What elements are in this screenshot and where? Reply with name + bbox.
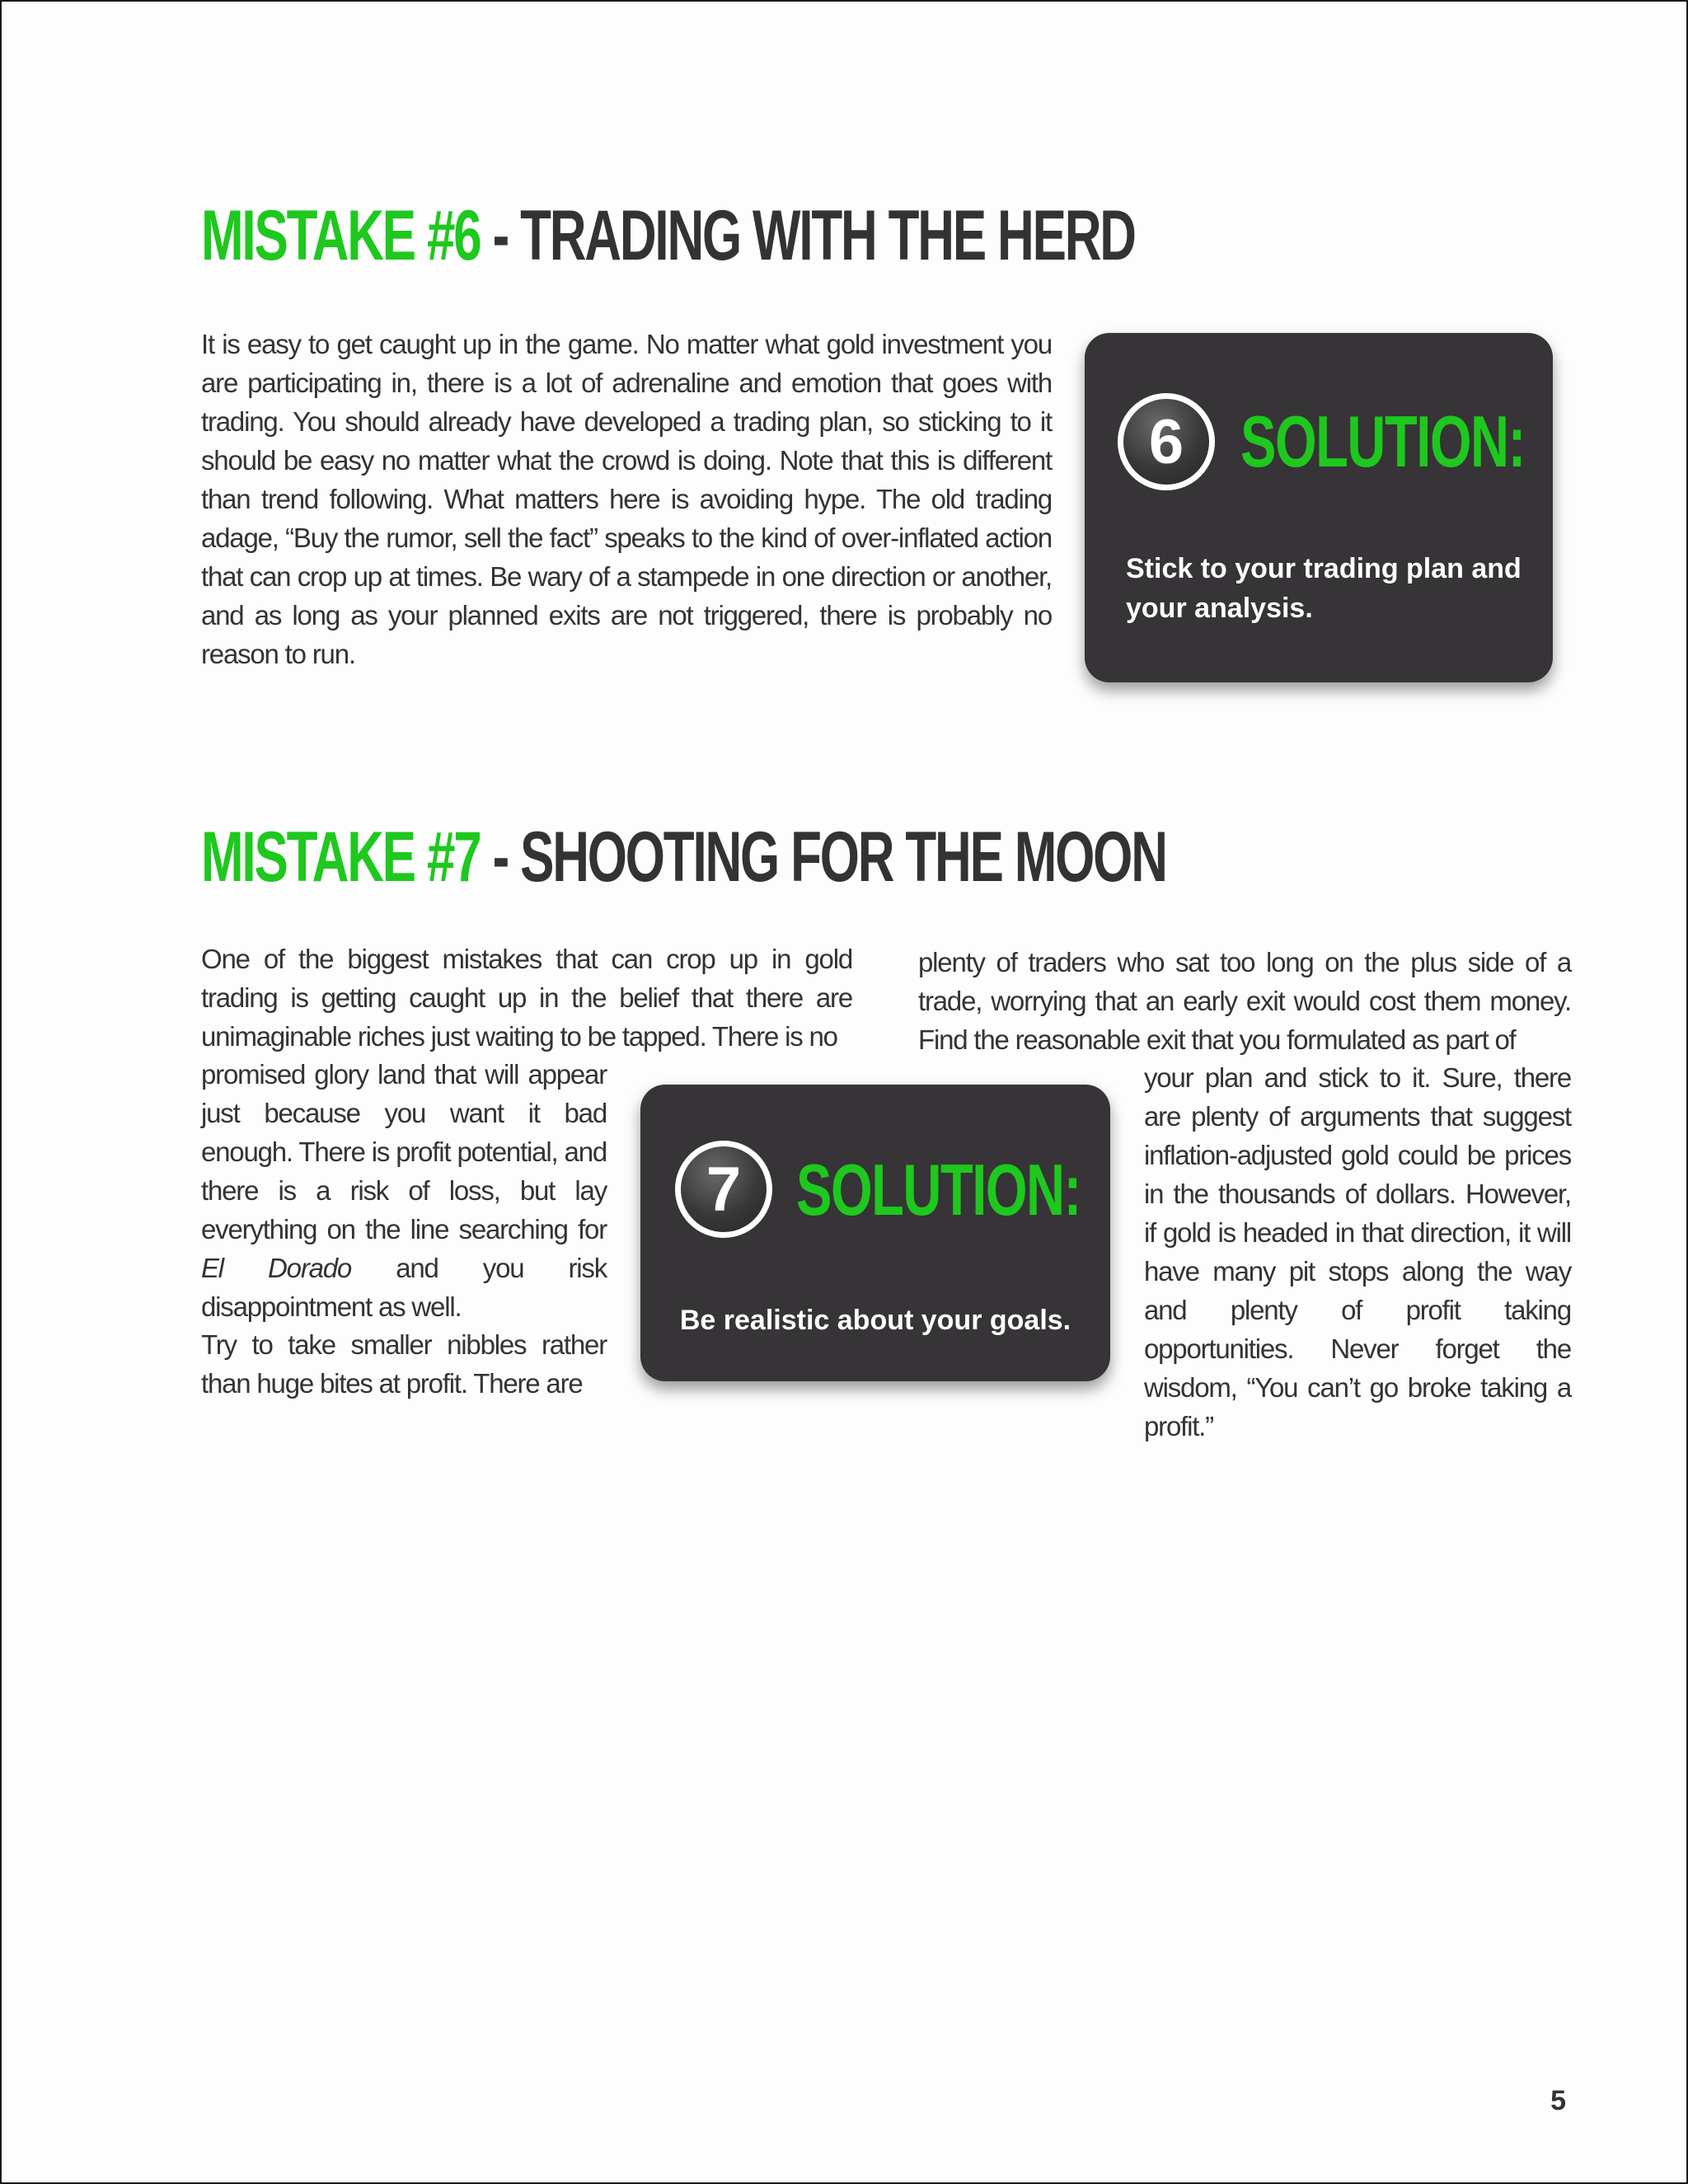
solution-7-label: SOLUTION: — [796, 1149, 1081, 1230]
mistake-7-right-top: plenty of traders who sat too long on the plus side of a trade, worrying that an early exit would cost them money. Find the reasonable exit that you formulated as part of — [918, 947, 1571, 1055]
solution-6-card — [1085, 333, 1553, 682]
mistake-7-right-bottom: your plan and stick to it. Sure, there are plenty of arguments that suggest inflation-adjusted gold could be prices in the thousands of dollars. However, if gold is headed in that direction, it will have many pit stops along the way and plenty of profit taking opportunities. Never forget the wisdom, “You can’t go broke taking a profit.” — [1144, 1062, 1571, 1441]
solution-7-card — [640, 1085, 1110, 1381]
solution-6-text: Stick to your trading plan and your analysis. — [1126, 553, 1522, 624]
heading-dash: - — [480, 196, 521, 275]
mistake-6-body: It is easy to get caught up in the game. No matter what gold investment you are participating in, there is a lot of adrenaline and emotion that goes with trading. You should already have developed a trading plan, so sticking to it should be easy no matter what the crowd is doing. Note that this is different than trend following. What matters here is avoiding hype. The old trading adage, “Buy the rumor, sell the fact” speaks to the kind of over-inflated action that can crop up at times. Be wary of a stampede in one direction or another, and as long as your planned exits are not triggered, there is probably no reason to run. — [201, 329, 1052, 669]
left-mid-text-1: promised glory land that will appear just because you want it bad enough. There is profit potential, and there is a risk of loss, but lay everything on the line searching for — [201, 1059, 607, 1244]
el-dorado-italic: El Dorado — [201, 1253, 352, 1283]
solution-7-text: Be realistic about your goals. — [679, 1305, 1071, 1336]
mistake-7-title: SHOOTING FOR THE MOON — [520, 818, 1166, 897]
mistake-6-label: MISTAKE #6 — [201, 196, 481, 275]
mistake-7-left-bottom: Try to take smaller nibbles rather than huge bites at profit. There are — [201, 1329, 607, 1399]
mistake-7-heading — [201, 818, 1166, 897]
left-mid-text-2: and you risk disappointment as well. — [201, 1253, 607, 1322]
solution-6-number-badge: 6 — [1118, 393, 1215, 490]
heading-dash: - — [480, 818, 521, 897]
mistake-7-left-mid — [201, 1055, 607, 1326]
mistake-6-heading — [201, 196, 1135, 275]
solution-7-number-badge: 7 — [675, 1141, 772, 1238]
page-number: 5 — [1550, 2085, 1566, 2116]
mistake-6-title: TRADING WITH THE HERD — [520, 196, 1135, 275]
solution-6-label: SOLUTION: — [1240, 401, 1525, 482]
mistake-7-label: MISTAKE #7 — [201, 818, 481, 897]
mistake-7-left-top: One of the biggest mistakes that can crop up in gold trading is getting caught up in the belief that there are unimaginable riches just waiting to be tapped. There is no — [201, 944, 852, 1052]
